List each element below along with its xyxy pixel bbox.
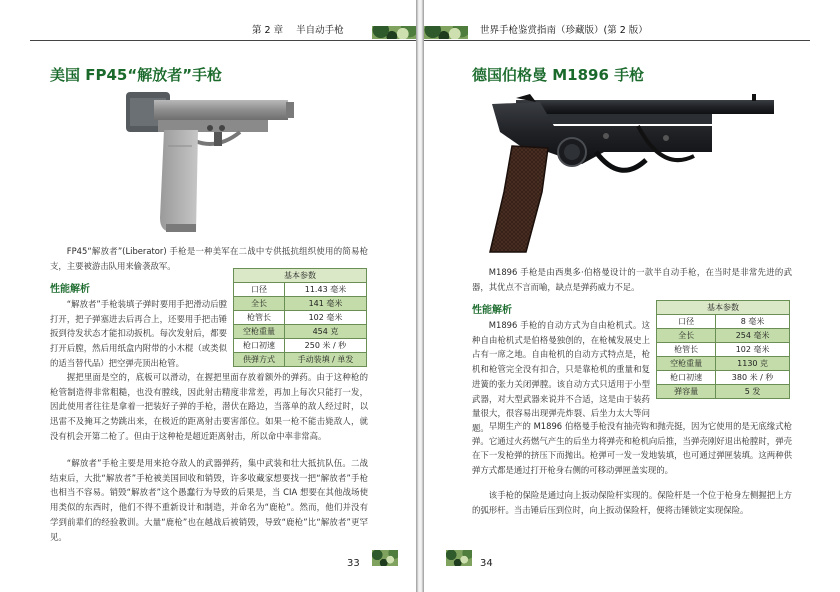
table-row xyxy=(657,343,790,357)
table-cell: 5 发 xyxy=(716,385,790,399)
table-row xyxy=(657,315,790,329)
chapter-title: 半自动手枪 xyxy=(296,25,344,36)
spec-table-caption: 基本参数 xyxy=(657,301,790,315)
intro-paragraph: M1896 手枪是由西奥多·伯格曼设计的一款半自动手枪，在当时是非常先进的武器，其优点不言而喻，缺点是弹药威力不足。 xyxy=(472,267,792,292)
page-number: 34 xyxy=(480,558,493,569)
table-cell: 454 克 xyxy=(284,325,366,339)
table-cell: 380 米 / 秒 xyxy=(716,371,790,385)
table-row xyxy=(234,297,367,311)
table-cell: 口径 xyxy=(657,315,716,329)
table-cell: 空枪重量 xyxy=(234,325,285,339)
page-title: 美国 FP45“解放者”手枪 xyxy=(50,66,223,84)
table-cell: 102 毫米 xyxy=(284,311,366,325)
table-cell: 全长 xyxy=(234,297,285,311)
table-cell: 1130 克 xyxy=(716,357,790,371)
section-heading: 性能解析 xyxy=(472,305,512,316)
left-page xyxy=(0,0,416,592)
table-row xyxy=(657,385,790,399)
table-row xyxy=(234,283,367,297)
fp45-pistol-image xyxy=(118,86,300,236)
chapter-header xyxy=(252,22,344,39)
table-cell: 141 毫米 xyxy=(284,297,366,311)
spec-table-caption: 基本参数 xyxy=(234,269,367,283)
page-number: 33 xyxy=(347,558,360,569)
table-row xyxy=(657,329,790,343)
header-rule xyxy=(424,40,810,41)
camo-footer-decoration xyxy=(446,550,472,566)
table-cell: 供弹方式 xyxy=(234,353,285,367)
table-row xyxy=(234,325,367,339)
table-cell: 102 毫米 xyxy=(716,343,790,357)
table-row xyxy=(234,311,367,325)
intro-paragraph: FP45“解放者”(Liberator) 手枪是一种美军在二战中专供抵抗组织使用的简易枪支，主要被游击队用来偷袭敌军。 xyxy=(50,246,368,271)
right-page xyxy=(424,0,840,592)
paragraph-2: 早期生产的 M1896 伯格曼手枪没有抽壳钩和抛壳挺，因为它使用的是无底缘式枪弹。它通过火药燃气产生的后坐力将弹壳和枪机向后推，当弹壳刚好退出枪膛时，弹壳在下一发枪弹的挤压下而抛出。枪弹可一发一发地装填，也可通过弹匣装填。这两种供弹方式都是通过打开枪身右侧的可移动弹匣盖实现的。 xyxy=(472,421,792,476)
table-cell: 枪管长 xyxy=(657,343,716,357)
paragraph-3: “解放者”手枪主要是用来抢夺敌人的武器弹药，集中武装和壮大抵抗队伍。二战结束后，大批“解放者”手枪被美国回收和销毁，许多收藏家想要找一把“解放者”手枪也相当不容易。销毁“解放者”这个愚蠢行为导致的后果是，当 CIA 想要在其他战场使用类似的东西时，他们不得不重新设计和制造，并命名为“鹿枪”。然而，他们并没有学到前辈们的经验教训。大量“鹿枪”也在越战后被销毁，导致“鹿枪”比“解放者”更罕见。 xyxy=(50,458,368,542)
table-row xyxy=(234,353,367,367)
table-cell: 枪口初速 xyxy=(657,371,716,385)
camo-header-decoration xyxy=(372,26,416,39)
table-cell: 254 毫米 xyxy=(716,329,790,343)
camo-header-decoration xyxy=(424,26,468,39)
header-rule xyxy=(30,40,416,41)
book-gutter xyxy=(416,0,424,592)
spec-table xyxy=(233,268,367,367)
table-cell: 空枪重量 xyxy=(657,357,716,371)
paragraph-1: M1896 手枪的自动方式为自由枪机式。这种自由枪机式是伯格曼独创的，在枪械发展史上占有一席之地。自由枪机的自动方式特点是，枪机和枪管完全没有扣合，只是靠枪机的重量和复进簧的张力关闭弹膛。该自动方式只适用于小型武器，对大型武器来说并不合适，这是由于装药量很大，很容易出现弹壳炸裂、后坐力太大等问题。 xyxy=(472,320,650,433)
chapter-number: 第 2 章 xyxy=(252,25,284,36)
page-title: 德国伯格曼 M1896 手枪 xyxy=(472,66,645,84)
paragraph-1: “解放者”手枪装填子弹时要用手把滑动后膛打开，把子弹塞进去后再合上，还要用手把击锤扳到待发状态才能扣动扳机。每次发射后，都要打开后膛，然后用纸盒内附带的小木棍（或类似的适当替代品）把空弹壳顶出枪管。 xyxy=(50,299,227,368)
paragraph-3: 该手枪的保险是通过向上扳动保险杆实现的。保险杆是一个位于枪身左侧握把上方的弧形杆。当击锤后压到位时，向上扳动保险杆，便将击锤锁定实现保险。 xyxy=(472,490,792,515)
table-cell: 枪管长 xyxy=(234,311,285,325)
table-row xyxy=(657,371,790,385)
section-heading: 性能解析 xyxy=(50,284,90,295)
table-cell: 8 毫米 xyxy=(716,315,790,329)
table-cell: 枪口初速 xyxy=(234,339,285,353)
table-cell: 弹容量 xyxy=(657,385,716,399)
book-header: 世界手枪鉴赏指南（珍藏版）(第 2 版） xyxy=(480,25,648,36)
table-cell: 11.43 毫米 xyxy=(284,283,366,297)
table-row xyxy=(657,357,790,371)
table-cell: 全长 xyxy=(657,329,716,343)
table-cell: 250 米 / 秒 xyxy=(284,339,366,353)
table-cell: 口径 xyxy=(234,283,285,297)
paragraph-2: 握把里面是空的，底板可以滑动，在握把里面存放着额外的弹药。由于这种枪的枪管制造得非常粗糙，也没有膛线，因此射击精度非常差，再加上每次只能打一发，因此使用者往往是拿着一把装好子弹的手枪，潜伏在路边，当落单的敌人经过时，以迅雷不及掩耳之势跳出来，在极近的距离射击要害部位。如果一枪不能击毙敌人，就没有机会开第二枪了。但由于这种枪是超近距离射击，所以命中率非常高。 xyxy=(50,372,368,441)
spec-table xyxy=(656,300,790,399)
camo-footer-decoration xyxy=(372,550,398,566)
bergmann-m1896-pistol-image xyxy=(486,92,776,254)
table-cell: 手动装填 / 单发 xyxy=(284,353,366,367)
table-row xyxy=(234,339,367,353)
